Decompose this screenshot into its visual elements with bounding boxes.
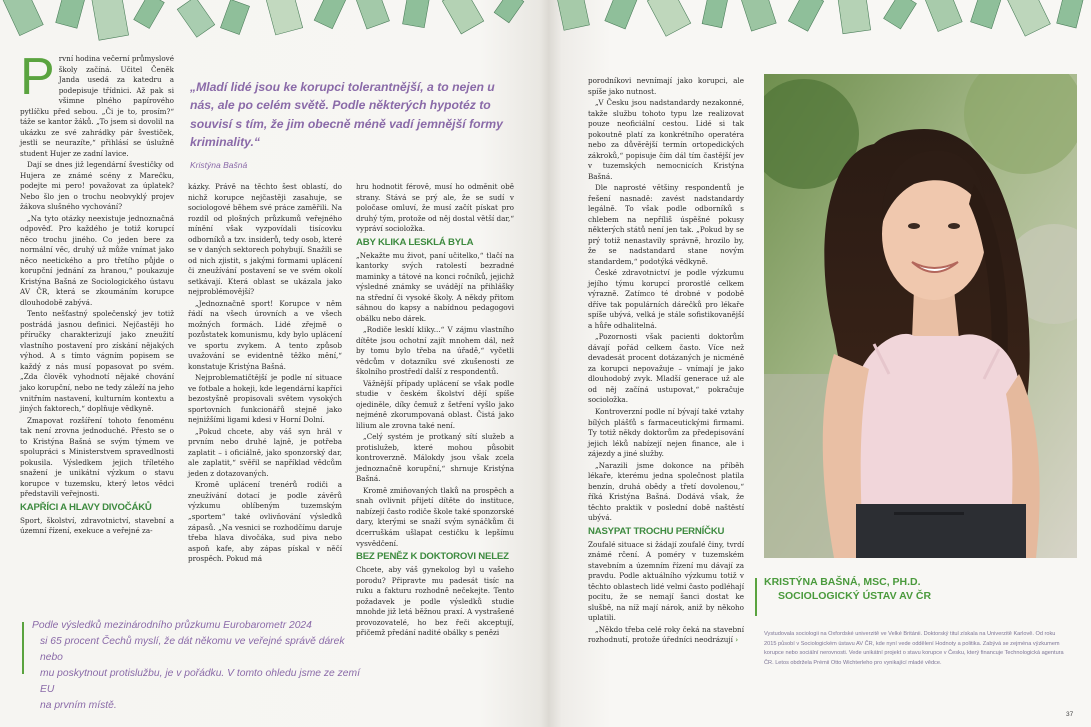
paragraph: Dají se dnes již legendární švestičky od Hujera ze známé scény z Marečku, podejte mi pero! považovat za úplatek? Nebo šlo jen o trochu neobvyklý projev žákova slušného vychování? <box>20 160 174 212</box>
paragraph: kázky. Právě na těchto šest oblastí, do nichž korupce nejčastěji zasahuje, se sociologové během své práce zaměřili. Na rozdíl od plošných průzkumů veřejného mínění však vyzpovídali tisícovku odborníků a tzv. insiderů, tedy osob, které se v daných sektorech pohybují. Snažili se od nich zjistit, s jakými formami uplácení či zneužívání postavení se ve svém okolí setkávají. Která oblast se ukázala jako nejproblémovější? <box>188 182 342 297</box>
paragraph: Zmapovat rozšíření tohoto fenoménu tak není zrovna jednoduché. Přesto se o to Kristýna Bašná se svým týmem ve spolupráci s Ministerstvem spravedlnosti pokusila. Výsledkem jejich tříletého snažení je unikátní výzkum o stavu korupce v tuzemsku, který letos vědci představili veřejnosti. <box>20 415 174 499</box>
profile-accent-bar <box>755 578 757 616</box>
drop-cap: P <box>20 48 55 106</box>
continue-chevron-icon: › <box>735 635 739 645</box>
paragraph: „Na tyto otázky neexistuje jednoznačná odpověď. Pro každého je totiž korupcí něco trochu jiného. Co jeden bere za normální věc, druhý už může vnímat jako něco neetického a pro třetího půjde o korupční jednání za hranou,“ poukazuje Kristýna Bašná ze Sociologického ústavu AV ČR, která se zkoumáním korupce dlouhodobě zabývá. <box>20 213 174 307</box>
section-heading: ABY KLIKA LESKLÁ BYLA <box>356 236 474 248</box>
paragraph: Nejproblematičtější je podle ní situace ve fotbale a hokeji, kde legendární kapříci bezostyšně propisovali světem vysokých sportovních funkcionářů stejně jako nejnižšími ligami kdesi v Horní Dolní. <box>188 373 342 425</box>
pull-quote-bottom <box>32 618 362 714</box>
section-heading: NASYPAT TROCHU PERNÍČKU <box>588 525 725 537</box>
pull-quote-line: na prvním místě. <box>40 699 117 711</box>
paragraph: Vážnější případy uplácení se však podle studie v českém školství dějí spíše ojediněle, díky čemuž z šetření vyšlo jako nejméně zkorumpovaná oblast. Čistá jako lilium ale zrovna také není. <box>356 378 514 430</box>
pull-quote-author: Kristýna Bašná <box>190 160 248 171</box>
paragraph: „Rodiče lesklí kliky...“ V zájmu vlastního dítěte jsou ochotní zajít mnohem dál, než by tomu bylo třeba na úřadě,“ vyčetli vědcům v dotazníku své zkušenosti ze školního prostředí další z respondentů. <box>356 325 514 377</box>
pull-quote-line: si 65 procent Čechů myslí, že dát někomu ve veřejné správě dárek nebo <box>40 635 345 663</box>
pull-quote-line: Podle výsledků mezinárodního průzkumu Eurobarometr 2024 <box>32 620 312 631</box>
paragraph: Kontroverzní podle ní bývají také vztahy bílých plášťů s farmaceutickými firmami. Ty totiž někdy doktorům za předepisování jejich léků nabízejí nejen finance, ale i zájezdy a jiné služby. <box>588 406 744 459</box>
paragraph: České zdravotnictví je podle výzkumu jejího týmu korupcí prorostlé celkem výrazně. Zatímco té drobné v podobě dříve tak populárních dárečků pro lékaře spíše ubývá, velká je stále sofistikovanější a hůře odhalitelná. <box>588 268 744 330</box>
article-column-2 <box>188 182 342 566</box>
paragraph: Kromě zmiňovaných tlaků na prospěch a snah ovlivnit přijetí dítěte do instituce, nabízejí často rodiče škole také sponzorské dary, kterými se snaží svým synáčkům či dcerruškám ušlapat cestičku k lepšímu vysvědčení. <box>356 485 514 548</box>
pull-quote-text: „Mladí lidé jsou ke korupci tolerantnější, a to nejen u nás, ale po celém světě. Podle některých hypotéz to souvisí s tím, že jim obecně méně vadí jemnější formy kriminality.“ <box>190 80 503 149</box>
paragraph: „Nekažte mu život, paní učitelko,“ tlačí na kantorky svých ratolestí bezradné maminky a tátové na konci ročníků, jejichž výsledné známky se uvádějí na přihlášky na střední či vysoké školy. A někdy přitom sáhnou do kapsy a nabídnou pedagogovi obálku nebo dárek. <box>356 250 514 323</box>
article-column-3 <box>356 182 514 640</box>
pull-quote-bar <box>22 622 24 674</box>
paragraph: „Jednoznačně sport! Korupce v něm řádí na všech úrovních a ve všech možných formách. Lidé zřejmě o pozůstatek komunismu, kdy bylo uplácení ve sportu zvykem. A tento způsob uvažování se evidentně těžko mění,“ konstatuje Kristýna Bašná. <box>188 298 342 371</box>
paragraph: „Celý systém je protkaný sítí služeb a protislužeb, které mohou působit kontroverzně. Málokdy jsou však zcela jednoznačně korupční,“ shrnuje Kristýna Bašná. <box>356 432 514 484</box>
paragraph <box>588 625 744 646</box>
paragraph: Chcete, aby váš gynekolog byl u vašeho porodu? Připravte mu padesát tisíc na ruku a fakturu rozhodně nečekejte. Tento požadavek je podle výsledků studie mnohde již letá běžnou praxí. A vystrašené provozovatelé, ho bez řeči akceptují, přičemž předání nadité obálky s penězi <box>356 565 514 638</box>
profile-name: KRISTÝNA BAŠNÁ, MSC, PH.D. <box>764 576 921 588</box>
paragraph: rvní hodina večerní průmyslové školy začíná. Učitel Čeněk Janda usedá za katedru a podepisuje třídnici. Až pak si všimne plného papírového pytlíčku před sebou. „Či je to, prosím?“ táže se kantor žáků. „To jsem si dovolil na ukázku ze své zahrádky pár švestiček, jestli se neurazíte,“ přihlásí se úslužně student Hujer ze zadní lavice. <box>20 54 174 158</box>
paragraph: Dle naprosté většiny respondentů je řešení nasnadě: zavést nadstandardy legálně. To však podle odborníků s chlebem na nepříliš úspěšné pokusy některých států není jen tak. „Pokud by se prý totiž nenastavily správně, hrozilo by, že se nadstandard stane novým standardem,“ podotýká vědkyně. <box>588 183 744 266</box>
profile-name-block <box>764 576 954 603</box>
section-heading: KAPŘÍCI A HLAVY DIVOČÁKŮ <box>20 501 152 513</box>
paragraph: Sport, školství, zdravotnictví, stavební a územní řízení, exekuce a veřejné za- <box>20 515 174 536</box>
paragraph: „Pozornosti však pacienti doktorům dávají pořád celkem často. Více než devadesát procent dotázaných je nicméně za korupci nepovažuje – vnímají je jako dlouhodobý zvyk. Mladší generace už ale od něj začíná ustupovat,“ pokračuje socioložka. <box>588 332 744 405</box>
paragraph: porodníkovi nevnímají jako korupci, ale spíše jako nutnost. <box>588 76 744 96</box>
paragraph: „Narazili jsme dokonce na příběh lékaře, kterému jedna společnost platila benzín, druhá obědy a třetí dovolenou,“ říká Kristýna Bašná. Dodává však, že těchto praktik v poslední době naštěstí ubývá. <box>588 460 744 523</box>
paragraph: Kromě uplácení trenérů rodiči a zneužívání dotací je podle závěrů výzkumu oblíbeným tuzemským „sportem“ také ovlivňování výsledků zápasů. „Na vesnici se rozhodčímu daruje třeba hlava divočáka, sud piva nebo aspoň kafe, aby zápas pískal v něčí prospěch. Pokud má <box>188 480 342 564</box>
portrait-photo <box>764 74 1077 558</box>
paragraph: Tento nešťastný společenský jev totiž postrádá jasnou definici. Nejčastěji ho příručky charakterizují jako zneužití vlastního postavení pro získání nějakých výhod. A s tímto vágním popisem se každý z nás musí popasovat po svém. „Zda člověk vyhodnotí nějaké chování jako korupční, nebo ne tedy záleží na jeho vnitřním nastavení, kulturním kontextu a jiných faktorech,“ doplňuje vědkyně. <box>20 309 174 414</box>
profile-bio: Vystudovala sociologii na Oxfordské univerzitě ve Velké Británii. Doktorský titul získala na Univerzitě Karlově. Od roku 2015 působí v Sociologickém ústavu AV ČR, kde nyní vede oddělení Hodnoty a politika. Zabývá se zejména výzkumem korupce nebo sociální nerovnosti. Vede unikátní projekt o stavu korupce v Česku, který financuje Technologická agentura ČR. Letos obdržela Prémii Otto Wichterleho pro vynikající mladé vědce. <box>764 631 1064 666</box>
article-column-4 <box>588 76 744 647</box>
paragraph: hru hodnotit férově, musí ho odměnit obě strany. Stává se prý ale, že se sudí v poločase omluví, že musí začít pískat pro druhý tým, protože od něj dostal větší dar,“ vypráví socioložka. <box>356 182 514 234</box>
pull-quote-top <box>190 78 510 172</box>
paragraph: Zoufalé situace si žádají zoufalé činy, tvrdí známé rčení. A poméry v tuzemském stavebním a územním řízení mu dávají za pravdu. Podle aktuálního výzkumu totiž v těchto oblastech lidé velmi často podléhají pocitu, že se nemají šanci dostat ke slušbě, na níž mají nárok, aniž by někoho uplatili. <box>588 539 744 623</box>
paragraph: „V Česku jsou nadstandardy nezakonné, takže službu tohoto typu lze realizovat pouze neoficiální cestou. Lidé si tak pokoutně platí za konkrétního operatéra nebo za důvěrější termín ortopedických zákroků,“ popisuje čím dál tím častější jev v tuzemských nemocnicích Kristýna Bašná. <box>588 98 744 181</box>
pull-quote-line: mu poskytnout protislužbu, je v pořádku. V tomto ohledu jsme ze zemí EU <box>40 667 360 695</box>
section-heading: BEZ PENĚZ K DOKTOROVI NELEZ <box>356 551 509 563</box>
banknotes-decoration <box>0 0 1091 50</box>
paragraph-text: „Někdo třeba celé roky čeká na stavební rozhodnutí, protože úředníci neodrázují <box>588 624 744 645</box>
article-column-1 <box>20 48 174 538</box>
profile-affiliation: SOCIOLOGICKÝ ÚSTAV AV ČR <box>778 589 932 602</box>
page-number: 37 <box>1066 711 1074 718</box>
paragraph: „Pokud chcete, aby váš syn hrál v prvním nebo druhé lajně, je potřeba zaplatit – i oficiálně, jako sponzorský dar, ale zaplatit,“ svěřil se například vědcům jeden z dotazovaných. <box>188 426 342 478</box>
